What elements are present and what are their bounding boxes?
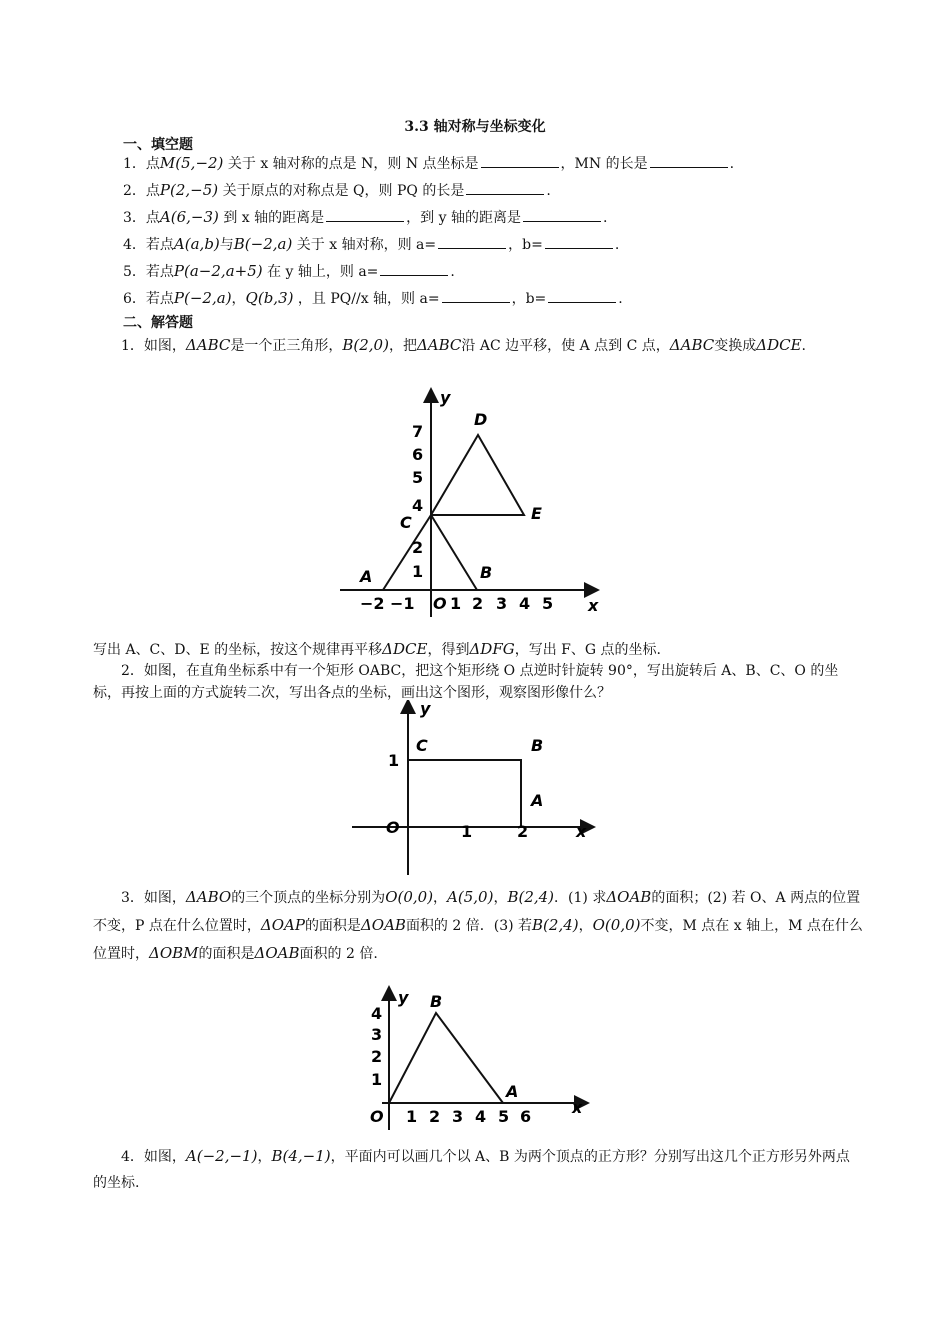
fill-item-1: 1．点M(5,−2) 关于 x 轴对称的点是 N，则 N 点坐标是 ，MN 的长是 . — [123, 154, 735, 172]
x-tick: 2 — [429, 1107, 441, 1126]
point-c-label: C — [416, 736, 428, 755]
answer-blank[interactable] — [523, 209, 601, 222]
answer-blank[interactable] — [442, 290, 510, 303]
point-c-label: C — [400, 513, 412, 532]
x-tick: 3 — [496, 594, 508, 613]
x-axis-label: x — [572, 1098, 583, 1117]
figure-1-triangles — [330, 385, 610, 630]
section-fill-heading: 一、填空题 — [123, 137, 193, 153]
answer-blank[interactable] — [326, 209, 404, 222]
page-title: 3.3 轴对称与坐标变化 — [404, 119, 546, 135]
x-axis-label: x — [588, 596, 599, 615]
question-1-followup: 写出 A、C、D、E 的坐标，按这个规律再平移ΔDCE，得到ΔDFG，写出 F、G 点的坐标. — [93, 640, 661, 658]
triangle-dce — [431, 435, 524, 515]
question-3: 3．如图，ΔABO的三个顶点的坐标分别为O(0,0)，A(5,0)，B(2,4)．(1) 求ΔOAB的面积；(2) 若 O、A 两点的位置不变，P 点在什么位置时，ΔOAP的面积是ΔOAB面积的 2 倍．(3) 若B(2,4)，O(0,0)不变，M 点在 x 轴上，M 点在什么位置时，ΔOBM的面积是ΔOAB面积的 2 倍. — [93, 888, 863, 962]
origin-label: O — [370, 1107, 384, 1126]
point-a-label: A — [506, 1082, 519, 1101]
x-tick: 3 — [452, 1107, 464, 1126]
x-tick: 4 — [519, 594, 531, 613]
figure-2-rectangle — [348, 700, 598, 878]
answer-blank[interactable] — [481, 155, 559, 168]
x-tick: 5 — [498, 1107, 510, 1126]
point-b-label: B — [531, 736, 544, 755]
answer-blank[interactable] — [438, 236, 506, 249]
figure-3-triangle — [360, 985, 590, 1135]
rectangle-oabc — [408, 760, 521, 827]
point-e-label: E — [531, 504, 542, 523]
y-tick: 7 — [412, 422, 424, 441]
x-tick: 2 — [517, 822, 529, 841]
answer-blank[interactable] — [466, 182, 544, 195]
fill-item-4: 4．若点A(a,b)与B(−2,a) 关于 x 轴对称，则 a= ，b= . — [123, 235, 620, 253]
fill-item-6: 6．若点P(−2,a)，Q(b,3) ，且 PQ//x 轴，则 a= ，b= . — [123, 289, 623, 307]
x-tick: 5 — [542, 594, 554, 613]
answer-blank[interactable] — [545, 236, 613, 249]
section-solve-heading: 二、解答题 — [123, 315, 193, 331]
fill-item-5: 5．若点P(a−2,a+5) 在 y 轴上，则 a= . — [123, 262, 455, 280]
y-tick: 1 — [371, 1070, 383, 1089]
origin-label: O — [386, 818, 400, 837]
y-axis-label: y — [398, 988, 409, 1007]
x-tick: 2 — [472, 594, 484, 613]
y-axis-label: y — [420, 700, 431, 718]
x-tick: −1 — [390, 594, 415, 613]
answer-blank[interactable] — [548, 290, 616, 303]
point-b-label: B — [480, 563, 493, 582]
y-tick: 6 — [412, 445, 424, 464]
answer-blank[interactable] — [380, 263, 448, 276]
triangle-abo — [389, 1013, 503, 1103]
x-tick: 1 — [406, 1107, 418, 1126]
point-a-label: A — [531, 791, 544, 810]
question-1: 1．如图，ΔABC是一个正三角形，B(2,0)，把ΔABC沿 AC 边平移，使 A 点到 C 点，ΔABC变换成ΔDCE. — [121, 336, 806, 354]
fill-item-2: 2．点P(2,−5) 关于原点的对称点是 Q，则 PQ 的长是 . — [123, 181, 551, 199]
x-tick: 4 — [475, 1107, 487, 1126]
x-tick: 6 — [520, 1107, 532, 1126]
y-axis-label: y — [440, 388, 451, 407]
x-axis-label: x — [576, 822, 587, 841]
question-4: 4．如图，A(−2,−1)，B(4,−1)，平面内可以画几个以 A、B 为两个顶点的正方形？分别写出这几个正方形另外两点的坐标. — [93, 1147, 850, 1191]
x-tick: −2 — [360, 594, 385, 613]
y-tick: 1 — [412, 562, 424, 581]
x-tick: 1 — [450, 594, 462, 613]
y-tick: 1 — [388, 751, 400, 770]
y-tick: 2 — [371, 1047, 383, 1066]
y-tick: 3 — [371, 1025, 383, 1044]
question-2: 2．如图，在直角坐标系中有一个矩形 OABC，把这个矩形绕 O 点逆时针旋转 90°，写出旋转后 A、B、C、O 的坐标，再按上面的方式旋转二次，写出各点的坐标，画出这个图形，观察图形像什么？ — [93, 663, 839, 701]
x-tick: 1 — [461, 822, 473, 841]
y-tick: 2 — [412, 538, 424, 557]
fill-item-3: 3．点A(6,−3) 到 x 轴的距离是 ，到 y 轴的距离是 . — [123, 208, 608, 226]
point-b-label: B — [430, 992, 443, 1011]
y-tick: 4 — [371, 1004, 383, 1023]
origin-label: O — [433, 594, 447, 613]
point-a-label: A — [360, 567, 373, 586]
answer-blank[interactable] — [650, 155, 728, 168]
y-tick: 4 — [412, 496, 424, 515]
y-tick: 5 — [412, 468, 424, 487]
point-d-label: D — [474, 410, 488, 429]
